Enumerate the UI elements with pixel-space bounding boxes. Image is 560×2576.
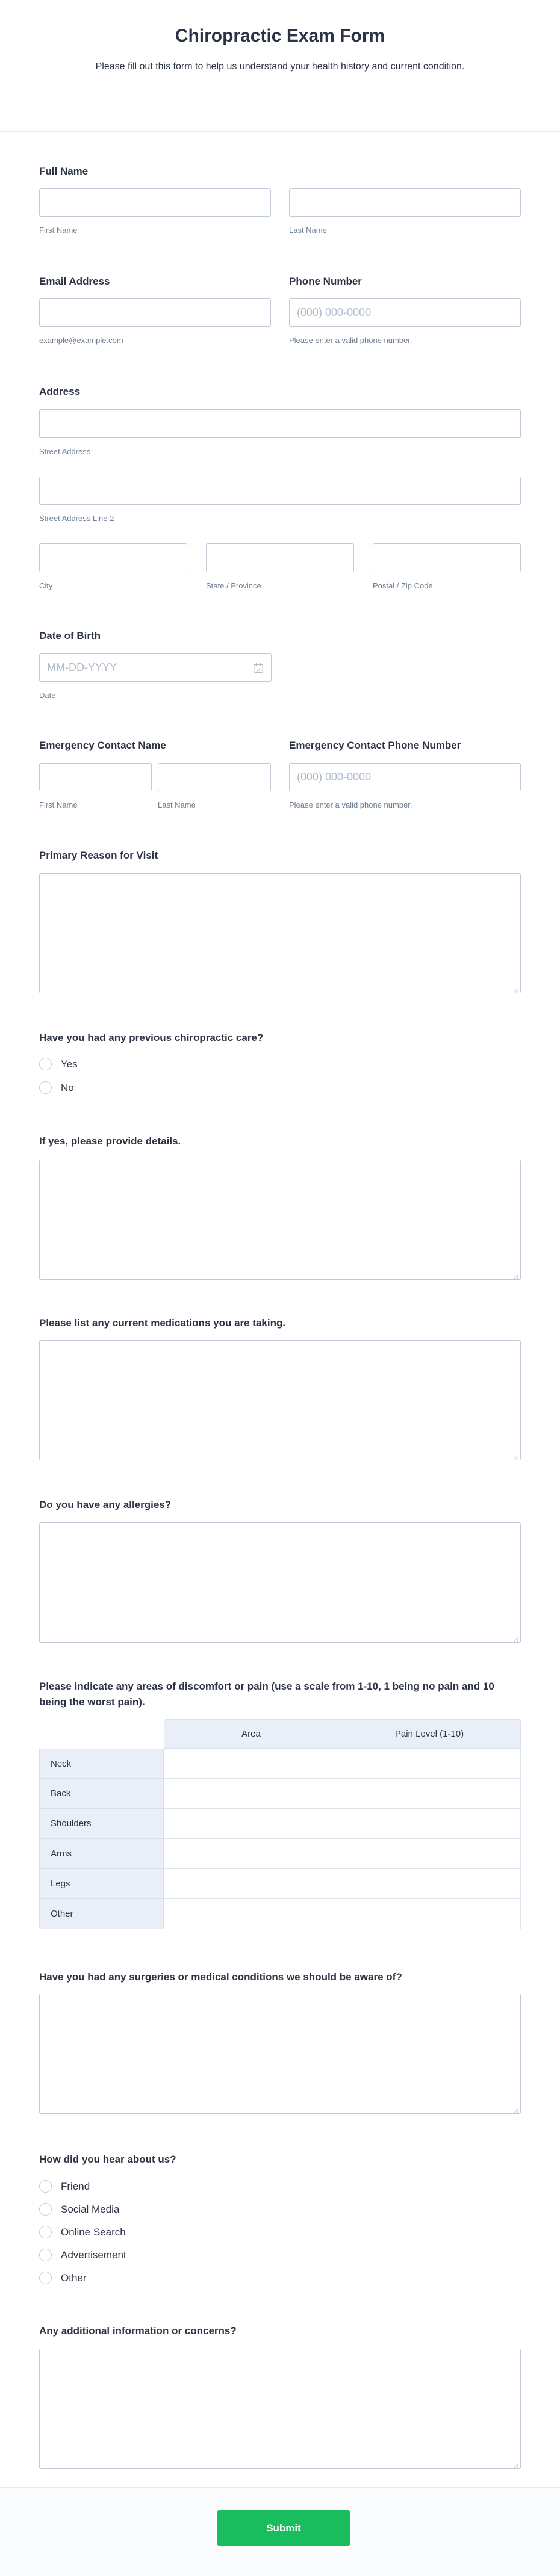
additional-label: Any additional information or concerns?	[39, 2325, 237, 2337]
previous-care-label: Have you had any previous chiropractic care?	[39, 1032, 264, 1043]
last-name-input[interactable]	[289, 188, 521, 217]
pain-level-cell[interactable]	[338, 1899, 521, 1929]
dob-field	[39, 653, 272, 682]
last-name-sublabel: Last Name	[289, 226, 327, 235]
pain-level-cell[interactable]	[338, 1869, 521, 1899]
radio-label: Social Media	[61, 2204, 120, 2215]
first-name-input[interactable]	[39, 188, 271, 217]
emergency-first-name-sublabel: First Name	[39, 800, 78, 809]
allergies-label: Do you have any allergies?	[39, 1499, 172, 1510]
radio-option-advertisement[interactable]	[39, 2249, 126, 2261]
radio-option-other[interactable]	[39, 2272, 87, 2284]
address-label: Address	[39, 386, 81, 397]
emergency-first-name-input[interactable]	[39, 763, 152, 791]
table-row	[39, 1779, 521, 1809]
pain-table-corner-spacer	[39, 1719, 164, 1749]
radio-option-social-media[interactable]	[39, 2203, 119, 2216]
pain-table-col-area: Area	[164, 1719, 338, 1749]
pain-area-cell[interactable]	[164, 1779, 338, 1809]
emergency-name-label: Emergency Contact Name	[39, 740, 166, 751]
allergies-field	[39, 1522, 521, 1643]
page-title: Chiropractic Exam Form	[175, 26, 385, 46]
radio-label: Friend	[61, 2181, 90, 2192]
street-address2-sublabel: Street Address Line 2	[39, 514, 114, 523]
table-row	[39, 1839, 521, 1869]
reason-field	[39, 873, 521, 993]
reason-textarea[interactable]	[39, 873, 521, 993]
street-address-sublabel: Street Address	[39, 447, 91, 456]
pain-table-header-row	[39, 1719, 521, 1749]
postal-input[interactable]	[373, 543, 521, 572]
table-row	[39, 1809, 521, 1839]
city-input[interactable]	[39, 543, 187, 572]
emergency-phone-input[interactable]	[289, 763, 521, 791]
phone-label: Phone Number	[289, 276, 362, 287]
pain-area-cell[interactable]	[164, 1749, 338, 1779]
additional-textarea[interactable]	[39, 2349, 521, 2469]
pain-row-label-shoulders: Shoulders	[39, 1809, 164, 1839]
email-sublabel: example@example.com	[39, 336, 123, 345]
pain-row-label-other: Other	[39, 1899, 164, 1929]
emergency-phone-label: Emergency Contact Phone Number	[289, 740, 461, 751]
radio-option-friend[interactable]	[39, 2180, 90, 2193]
additional-field	[39, 2349, 521, 2469]
previous-details-textarea[interactable]	[39, 1160, 521, 1280]
radio-option-online-search[interactable]	[39, 2226, 126, 2238]
referral-label: How did you hear about us?	[39, 2154, 176, 2165]
pain-area-cell[interactable]	[164, 1839, 338, 1869]
pain-row-label-legs: Legs	[39, 1869, 164, 1899]
radio-circle-icon	[39, 1058, 52, 1070]
radio-option-no[interactable]	[39, 1081, 74, 1094]
table-row	[39, 1749, 521, 1779]
street-address2-input[interactable]	[39, 477, 521, 505]
emergency-phone-sublabel: Please enter a valid phone number.	[289, 800, 412, 809]
pain-level-cell[interactable]	[338, 1749, 521, 1779]
medications-label: Please list any current medications you are taking.	[39, 1317, 286, 1329]
pain-level-cell[interactable]	[338, 1809, 521, 1839]
medications-textarea[interactable]	[39, 1340, 521, 1460]
surgeries-textarea[interactable]	[39, 1994, 521, 2114]
surgeries-field	[39, 1994, 521, 2114]
radio-circle-icon	[39, 2203, 52, 2216]
dob-sublabel: Date	[39, 691, 56, 700]
radio-label: Online Search	[61, 2226, 126, 2238]
full-name-label: Full Name	[39, 165, 89, 177]
dob-label: Date of Birth	[39, 630, 101, 641]
pain-level-cell[interactable]	[338, 1839, 521, 1869]
email-input[interactable]	[39, 298, 271, 327]
state-input[interactable]	[206, 543, 354, 572]
street-address-input[interactable]	[39, 409, 521, 438]
pain-area-cell[interactable]	[164, 1899, 338, 1929]
pain-table-col-painlevel: Pain Level (1-10)	[338, 1719, 521, 1749]
radio-label: No	[61, 1082, 74, 1093]
radio-circle-icon	[39, 2226, 52, 2238]
state-sublabel: State / Province	[206, 581, 261, 590]
radio-circle-icon	[39, 1081, 52, 1094]
first-name-sublabel: First Name	[39, 226, 78, 235]
pain-table	[39, 1719, 521, 1929]
email-label: Email Address	[39, 276, 110, 287]
pain-row-label-back: Back	[39, 1779, 164, 1809]
reason-label: Primary Reason for Visit	[39, 850, 158, 861]
medications-field	[39, 1340, 521, 1460]
radio-label: Advertisement	[61, 2249, 126, 2261]
radio-circle-icon	[39, 2180, 52, 2193]
dob-input[interactable]	[39, 653, 272, 682]
table-row	[39, 1899, 521, 1929]
phone-input[interactable]	[289, 298, 521, 327]
pain-area-cell[interactable]	[164, 1869, 338, 1899]
radio-label: Yes	[61, 1058, 78, 1070]
pain-row-label-neck: Neck	[39, 1749, 164, 1779]
table-row	[39, 1869, 521, 1899]
submit-button[interactable]: Submit	[217, 2510, 350, 2546]
surgeries-label: Have you had any surgeries or medical conditions we should be aware of?	[39, 1971, 402, 1983]
radio-circle-icon	[39, 2272, 52, 2284]
header-divider	[0, 131, 560, 132]
emergency-last-name-input[interactable]	[158, 763, 271, 791]
pain-table-label: Please indicate any areas of discomfort or pain (use a scale from 1-10, 1 being no pain and 10 being the worst pain).	[39, 1681, 494, 1708]
radio-label: Other	[61, 2272, 87, 2284]
radio-circle-icon	[39, 2249, 52, 2261]
emergency-last-name-sublabel: Last Name	[158, 800, 196, 809]
pain-row-label-arms: Arms	[39, 1839, 164, 1869]
postal-sublabel: Postal / Zip Code	[373, 581, 433, 590]
radio-option-yes[interactable]	[39, 1058, 78, 1070]
pain-area-cell[interactable]	[164, 1809, 338, 1839]
previous-details-field	[39, 1160, 521, 1280]
pain-level-cell[interactable]	[338, 1779, 521, 1809]
allergies-textarea[interactable]	[39, 1522, 521, 1643]
phone-sublabel: Please enter a valid phone number.	[289, 336, 412, 345]
city-sublabel: City	[39, 581, 53, 590]
footer-divider	[0, 2487, 560, 2488]
form-subtitle: Please fill out this form to help us understand your health history and current condition.	[95, 61, 465, 72]
previous-details-label: If yes, please provide details.	[39, 1135, 181, 1147]
